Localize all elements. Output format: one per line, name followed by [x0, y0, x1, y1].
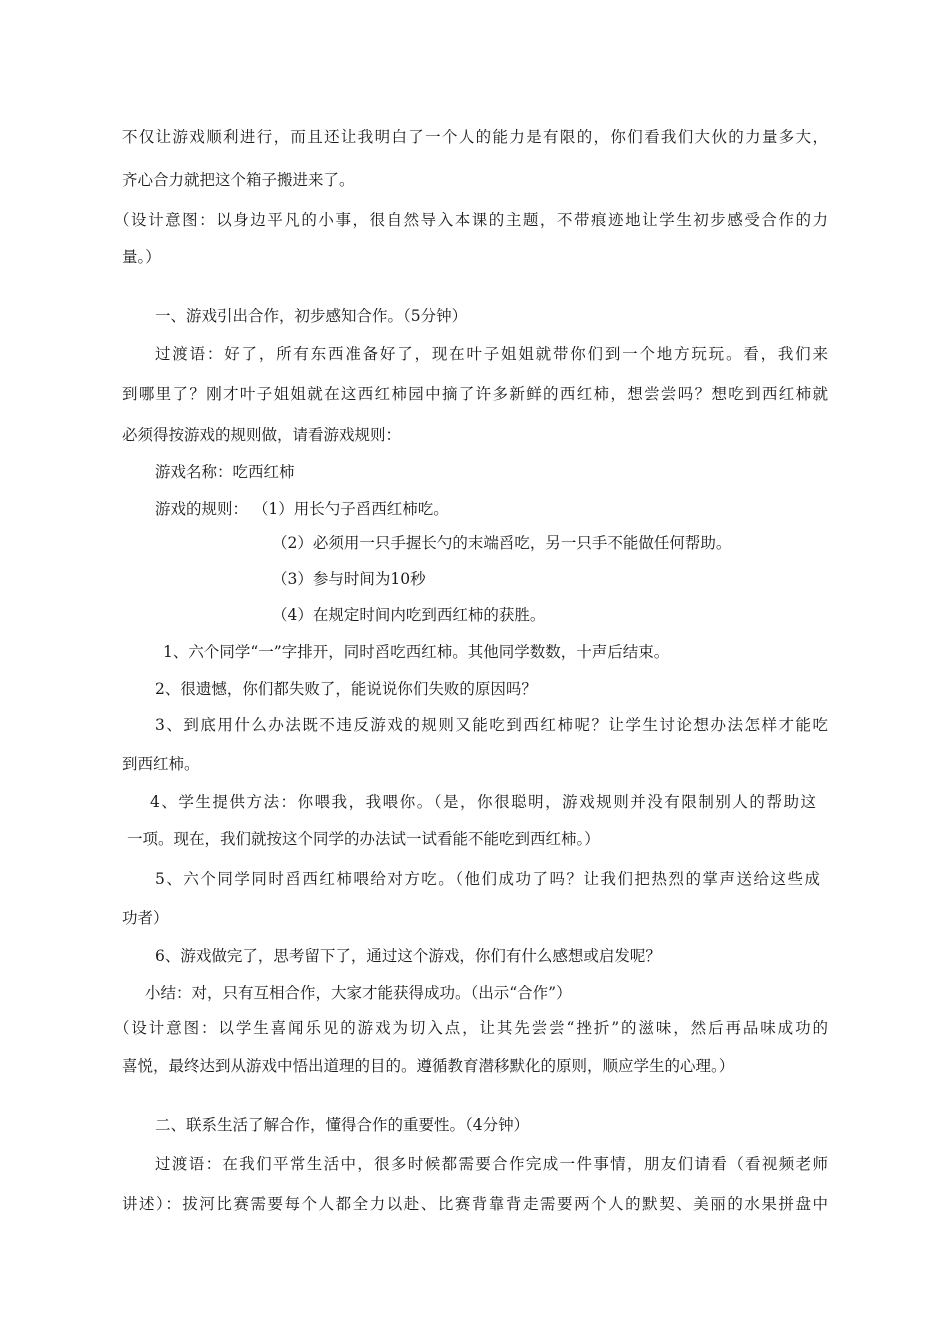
game-rule: （2）必须用一只手握长勺的末端舀吃，另一只手不能做任何帮助。	[272, 534, 732, 552]
list-item: 5、六个同学同时舀西红柿喂给对方吃。（他们成功了吗？让我们把热烈的掌声送给这些成	[155, 870, 820, 888]
section-heading: 二、联系生活了解合作，懂得合作的重要性。（4分钟）	[155, 1116, 530, 1134]
list-item: 3、到底用什么办法既不违反游戏的规则又能吃到西红柿呢？让学生讨论想办法怎样才能吃	[155, 716, 828, 734]
design-intent-note: （设计意图：以身边平凡的小事，很自然导入本课的主题，不带痕迹地让学生初步感受合作的力	[114, 211, 828, 229]
text-line: 齐心合力就把这个箱子搬进来了。	[122, 171, 355, 189]
list-item: 一项。现在，我们就按这个同学的办法试一试看能不能吃到西红柿。）	[127, 830, 600, 848]
summary: 小结：对，只有互相合作，大家才能获得成功。（出示“合作”）	[145, 984, 572, 1002]
design-intent-note: 喜悦，最终达到从游戏中悟出道理的目的。遵循教育潜移默化的原则，顺应学生的心理。）	[122, 1057, 735, 1075]
text-line: 过渡语：好了，所有东西准备好了，现在叶子姐姐就带你们到一个地方玩玩。看，我们来	[155, 345, 828, 363]
list-item: 4、学生提供方法：你喂我，我喂你。（是，你很聪明，游戏规则并没有限制别人的帮助这	[150, 793, 816, 811]
section-heading: 一、游戏引出合作，初步感知合作。（5分钟）	[155, 307, 468, 325]
list-item: 2、很遗憾，你们都失败了，能说说你们失败的原因吗？	[155, 680, 537, 698]
list-item: 功者）	[122, 909, 169, 927]
text-line: 讲述）：拔河比赛需要每个人都全力以赴、比赛背靠背走需要两个人的默契、美丽的水果拼盘中	[122, 1195, 828, 1213]
design-intent-note: 量。）	[122, 248, 161, 266]
game-rule: 游戏的规则： （1）用长勺子舀西红柿吃。	[155, 500, 449, 518]
game-rule: （3）参与时间为10秒	[272, 570, 426, 588]
text-line: 过渡语：在我们平常生活中，很多时候都需要合作完成一件事情，朋友们请看（看视频老师	[155, 1155, 828, 1173]
text-line: 不仅让游戏顺利进行，而且还让我明白了一个人的能力是有限的，你们看我们大伙的力量多大，	[122, 128, 828, 146]
text-line: 到哪里了？刚才叶子姐姐就在这西红柿园中摘了许多新鲜的西红柿，想尝尝吗？想吃到西红柿就	[122, 385, 828, 403]
game-rule: （4）在规定时间内吃到西红柿的获胜。	[272, 606, 546, 624]
list-item: 1、六个同学“一”字排开，同时舀吃西红柿。其他同学数数，十声后结束。	[163, 643, 670, 661]
list-item: 到西红柿。	[122, 755, 200, 773]
game-name: 游戏名称：吃西红柿	[155, 463, 295, 481]
list-item: 6、游戏做完了，思考留下了，通过这个游戏，你们有什么感想或启发呢？	[155, 947, 661, 965]
design-intent-note: （设计意图：以学生喜闻乐见的游戏为切入点，让其先尝尝“挫折”的滋味，然后再品味成功的	[114, 1019, 828, 1037]
text-line: 必须得按游戏的规则做，请看游戏规则：	[122, 426, 402, 444]
